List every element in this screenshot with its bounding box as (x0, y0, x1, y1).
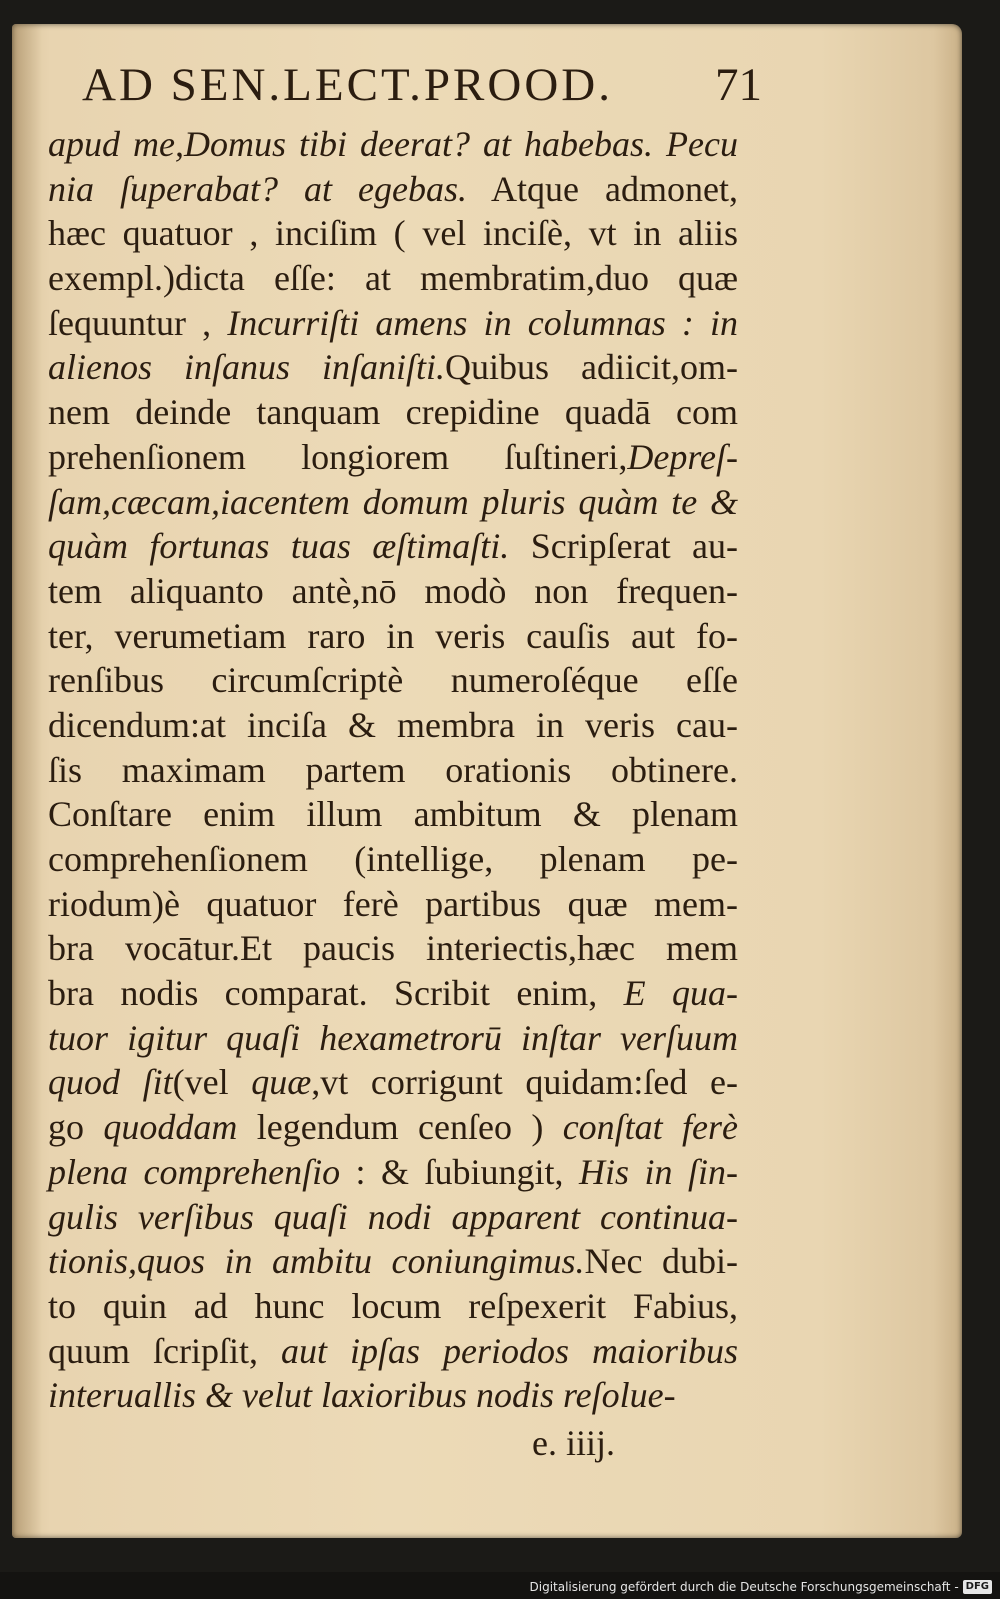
text-line (48, 1016, 738, 1061)
text-line (48, 837, 738, 882)
italic-text: quod ſit (48, 1062, 173, 1103)
text-line (48, 926, 738, 971)
roman-text: Conſtare enim illum ambitum & plenam (48, 794, 738, 835)
signature-mark: e. iiij. (532, 1423, 615, 1463)
roman-text: ſequuntur , (48, 302, 228, 343)
italic-text: alienos inſanus inſaniſti. (48, 347, 446, 388)
roman-text: tem aliquanto antè,nō modò non frequen- (48, 570, 738, 611)
roman-text: go (48, 1107, 104, 1148)
text-line (48, 167, 738, 212)
text-line (48, 435, 738, 480)
text-line (48, 614, 738, 659)
text-line (48, 703, 738, 748)
italic-text: His in ſin- (579, 1151, 738, 1192)
italic-text: tuor igitur quaſi hexametrorū inſtar verſuum (48, 1017, 738, 1058)
digitization-footer (530, 1577, 993, 1597)
roman-text: bra vocātur.Et paucis interiectis,hæc mem (48, 928, 738, 969)
italic-text: quæ (251, 1062, 312, 1103)
text-line (48, 882, 738, 927)
running-head (82, 58, 762, 118)
text-line (48, 524, 738, 569)
roman-text: bra nodis comparat. Scribit enim, (48, 973, 624, 1014)
roman-text: Quibus adiicit,om- (445, 347, 738, 388)
text-line (48, 569, 738, 614)
roman-text: : & ſubiungit, (340, 1151, 580, 1192)
roman-text: dicendum:at inciſa & membra in veris cau- (48, 704, 738, 745)
running-head-title: AD SEN.LECT.PROOD. (82, 59, 613, 111)
italic-text: Depreſ- (627, 436, 738, 477)
page-fold-shadow (12, 24, 42, 1538)
text-line (48, 1329, 738, 1374)
italic-text: quàm fortunas tuas æſtimaſti. (48, 526, 510, 567)
dfg-logo: DFG (963, 1580, 992, 1594)
text-line (48, 480, 738, 525)
italic-text: aut ipſas periodos maioribus (280, 1330, 738, 1371)
roman-text: Atque admonet, (467, 168, 738, 209)
roman-text: renſibus circumſcriptè numeroſéque eſſe (48, 660, 738, 701)
roman-text: comprehenſionem (intellige, plenam pe- (48, 839, 738, 879)
text-line (48, 1150, 738, 1195)
roman-text: (vel (172, 1062, 252, 1103)
text-line (48, 1195, 738, 1240)
roman-text: Scripſerat au- (509, 526, 738, 567)
text-line (48, 1239, 738, 1284)
text-line (48, 1105, 738, 1150)
roman-text: quum ſcripſit, (48, 1330, 281, 1371)
italic-text: ſam,cæcam,iacentem domum pluris quàm te & (48, 481, 738, 522)
roman-text: legendum cenſeo ) (237, 1107, 563, 1148)
italic-text: Incurriſti amens in columnas : in (227, 302, 738, 343)
text-line (48, 122, 738, 167)
text-line (48, 1284, 738, 1329)
roman-text: prehenſionem longiorem ſuſtineri, (48, 436, 628, 477)
text-line (48, 301, 738, 346)
roman-text: hæc quatuor , inciſim ( vel inciſè, vt in aliis (48, 213, 738, 254)
roman-text: riodum)è quatuor ferè partibus quæ mem- (48, 883, 738, 924)
roman-text: exempl.)dicta eſſe: at membratim,duo quæ (48, 258, 738, 299)
roman-text: ſis maximam partem orationis obtinere. (48, 749, 738, 790)
text-line (48, 971, 738, 1016)
italic-text: apud me,Domus tibi deerat? at habebas. Pecu (48, 124, 738, 164)
page-number: 71 (715, 59, 762, 111)
italic-text: quoddam (103, 1107, 238, 1148)
italic-text: E qua- (623, 973, 738, 1014)
roman-text: to quin ad hunc locum reſpexerit Fabius, (48, 1285, 738, 1326)
italic-text: plena comprehenſio (48, 1151, 341, 1192)
roman-text: ,vt corrigunt quidam:ſed e- (311, 1062, 738, 1103)
text-line (48, 390, 738, 435)
text-line (48, 748, 738, 793)
text-line (48, 211, 738, 256)
text-line (48, 1373, 738, 1418)
book-page (12, 24, 962, 1538)
italic-text: tionis,quos in ambitu coniungimus. (48, 1241, 585, 1282)
italic-text: conſtat ferè (562, 1107, 738, 1148)
roman-text: Nec dubi- (584, 1241, 738, 1282)
text-line (48, 658, 738, 703)
italic-text: gulis verſibus quaſi nodi apparent continua- (48, 1196, 738, 1237)
roman-text: nem deinde tanquam crepidine quadā com (48, 392, 738, 433)
text-line (48, 345, 738, 390)
text-line (48, 792, 738, 837)
footer-text: Digitalisierung gefördert durch die Deutsche Forschungsgemeinschaft - (529, 1580, 959, 1594)
italic-text: nia ſuperabat? at egebas. (48, 168, 468, 209)
roman-text: ter, verumetiam raro in veris cauſis aut fo- (48, 615, 738, 656)
body-text (48, 122, 738, 1418)
text-line (48, 1060, 738, 1105)
text-line (48, 256, 738, 301)
italic-text: interuallis & velut laxioribus nodis reſolue- (48, 1375, 676, 1416)
